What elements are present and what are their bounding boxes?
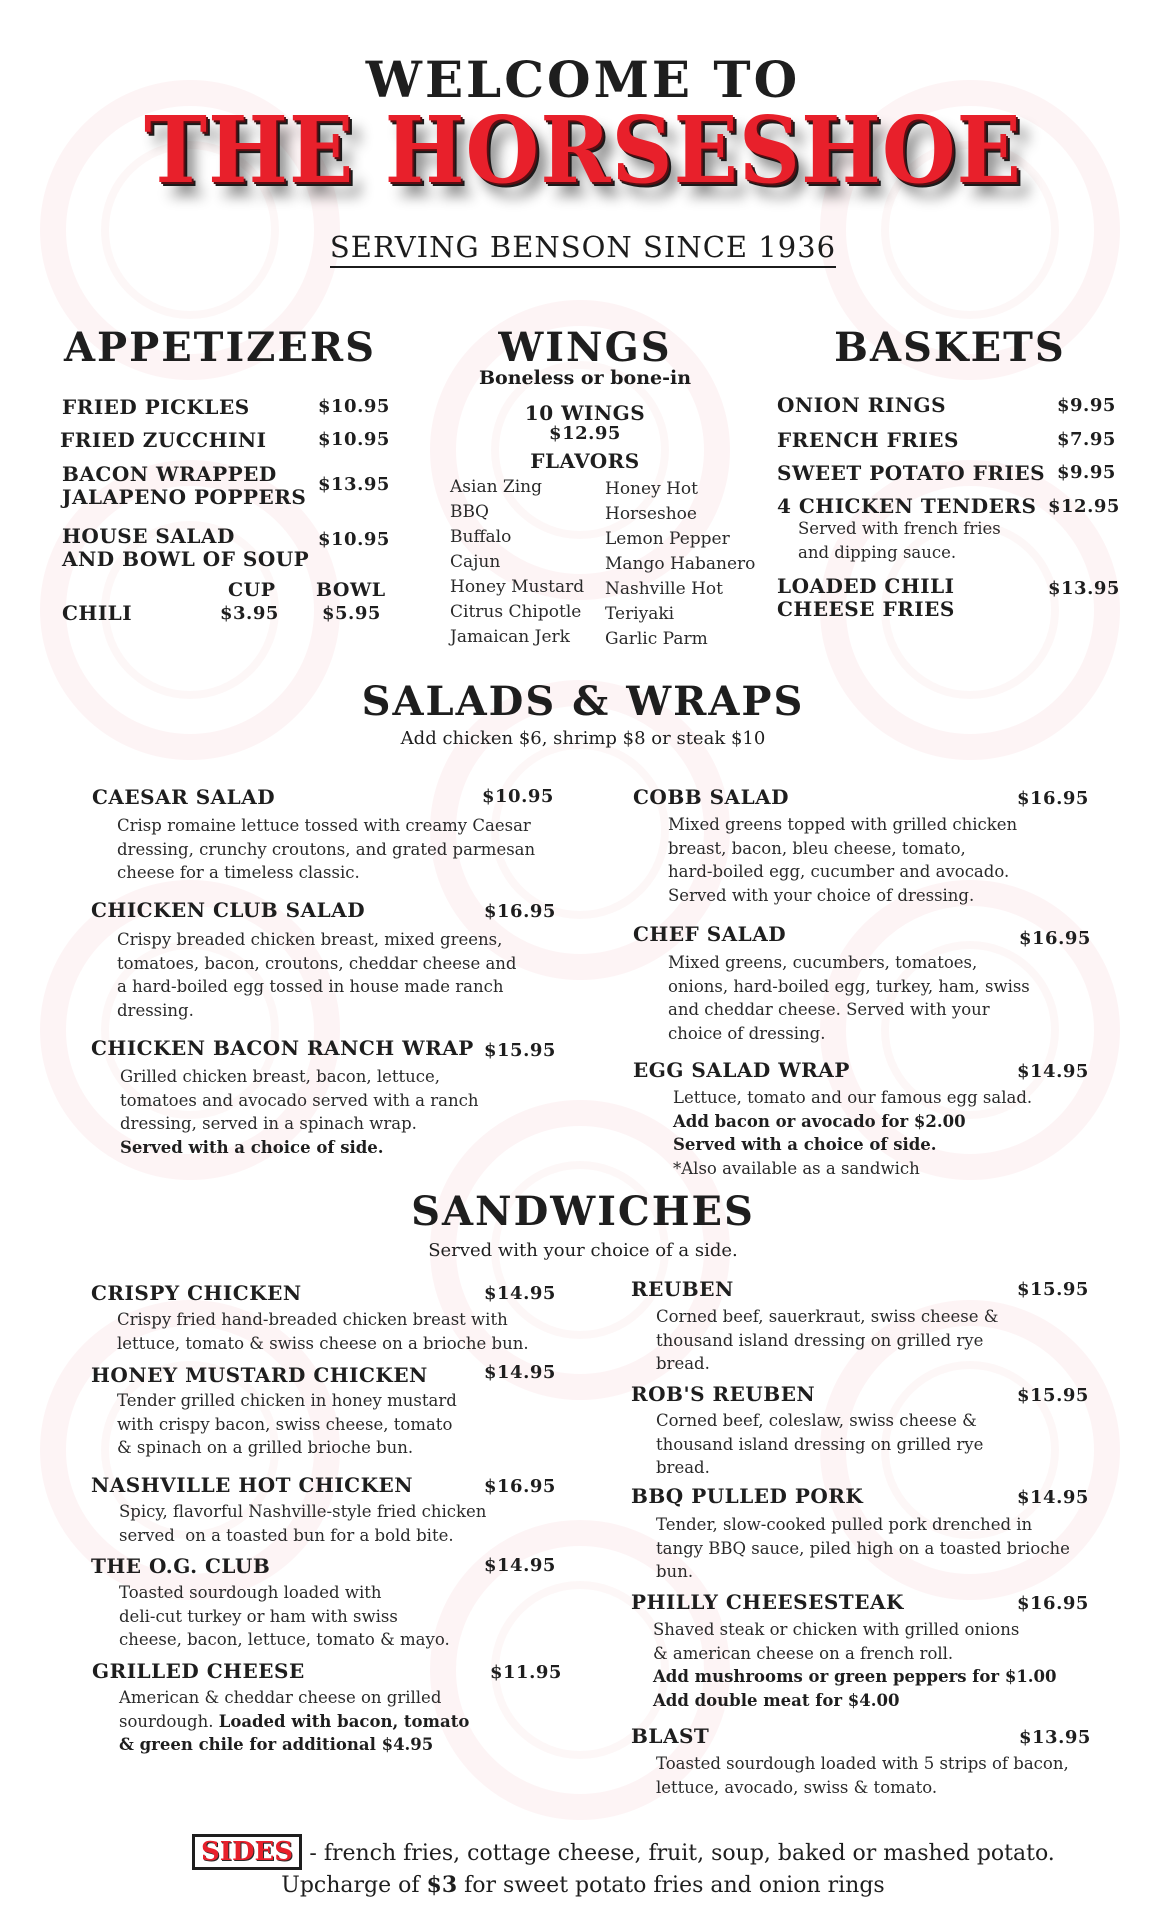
sandwich-desc: Crispy fried hand-breaded chicken breast with lettuce, tomato & swiss cheese on a brioche bun.	[117, 1310, 529, 1353]
sandwich-name: BBQ PULLED PORK	[631, 1484, 864, 1508]
welcome-heading: WELCOME TO	[365, 50, 801, 109]
sandwich-price: $16.95	[1017, 1593, 1089, 1614]
salad-desc: Crisp romaine lettuce tossed with creamy Caesar dressing, crunchy croutons, and grated parmesan cheese for a timeless classic.	[117, 816, 536, 882]
flavor-item: Nashville Hot	[605, 579, 723, 599]
sides-badge: SIDES	[192, 1834, 302, 1870]
sandwich-name: GRILLED CHEESE	[92, 1659, 305, 1683]
sides-line	[192, 1834, 1055, 1870]
sandwich-price: $13.95	[1019, 1727, 1091, 1748]
upcharge-line: Upcharge of $3 for sweet potato fries and onion rings	[281, 1872, 885, 1898]
appetizer-name: FRIED ZUCCHINI	[60, 428, 267, 452]
sandwich-price: $11.95	[490, 1662, 562, 1683]
flavor-item: Teriyaki	[605, 604, 675, 624]
sandwich-name: HONEY MUSTARD CHICKEN	[91, 1363, 428, 1387]
basket-desc: Served with french fries and dipping sauce.	[798, 519, 1001, 562]
appetizer-name: HOUSE SALAD	[62, 524, 235, 548]
wrap-desc: Grilled chicken breast, bacon, lettuce, tomatoes and avocado served with a ranch dressing, served in a spinach wrap. Served with a choice of side.	[120, 1067, 479, 1157]
appetizer-name: BACON WRAPPED	[62, 462, 277, 486]
flavor-item: Mango Habanero	[605, 554, 756, 574]
flavor-item: Citrus Chipotle	[450, 602, 582, 622]
flavor-item: Lemon Pepper	[605, 529, 730, 549]
basket-price: $12.95	[1048, 496, 1120, 517]
wrap-price: $15.95	[484, 1040, 556, 1061]
flavor-item: Horseshoe	[605, 504, 697, 524]
appetizer-name-line2: AND BOWL OF SOUP	[62, 547, 310, 571]
flavors-left-list	[450, 475, 584, 650]
basket-name-line2: CHEESE FRIES	[777, 597, 955, 621]
basket-name: LOADED CHILI	[777, 574, 955, 598]
sandwich-desc: Toasted sourdough loaded with deli-cut turkey or ham with swiss cheese, bacon, lettuce, tomato & mayo.	[119, 1583, 450, 1649]
salads-title: SALADS & WRAPS	[361, 678, 805, 725]
sandwich-price: $16.95	[484, 1476, 556, 1497]
sandwich-desc: Corned beef, coleslaw, swiss cheese & thousand island dressing on grilled rye bread.	[656, 1411, 984, 1477]
salad-desc: Mixed greens topped with grilled chicken breast, bacon, bleu cheese, tomato, hard-boiled egg, cucumber and avocado. Served with your choice of dressing.	[668, 815, 1018, 905]
wrap-desc: Lettuce, tomato and our famous egg salad. Add bacon or avocado for $2.00 Served with a choice of side. *Also available as a sandwich	[673, 1088, 1033, 1178]
appetizer-name: FRIED PICKLES	[62, 395, 250, 419]
since-text: SERVING BENSON SINCE 1936	[330, 230, 836, 268]
salad-name: CHICKEN CLUB SALAD	[91, 898, 366, 922]
chili-name: CHILI	[62, 601, 133, 625]
sides-text: - french fries, cottage cheese, fruit, soup, baked or mashed potato.	[309, 1841, 1055, 1866]
appetizer-price: $13.95	[318, 474, 390, 495]
salad-desc: Mixed greens, cucumbers, tomatoes, onions, hard-boiled egg, turkey, ham, swiss and cheddar cheese. Served with your choice of dressing.	[668, 953, 1030, 1043]
basket-price: $9.95	[1057, 462, 1116, 483]
flavor-item: Buffalo	[450, 527, 512, 547]
sandwich-desc: Corned beef, sauerkraut, swiss cheese & thousand island dressing on grilled rye bread.	[656, 1307, 999, 1373]
appetizers-title: APPETIZERS	[64, 324, 376, 371]
chili-bowl-label: BOWL	[316, 579, 386, 601]
basket-name: 4 CHICKEN TENDERS	[777, 494, 1037, 518]
basket-name: SWEET POTATO FRIES	[777, 461, 1046, 485]
sandwich-price: $14.95	[1017, 1487, 1089, 1508]
salad-name: CAESAR SALAD	[92, 785, 276, 809]
salad-price: $16.95	[1019, 928, 1091, 949]
basket-price: $9.95	[1057, 395, 1116, 416]
salad-price: $10.95	[482, 786, 554, 807]
chili-cup-label: CUP	[228, 579, 276, 601]
flavor-item: Cajun	[450, 552, 501, 572]
sandwich-name: NASHVILLE HOT CHICKEN	[91, 1473, 414, 1497]
flavor-item: Asian Zing	[450, 477, 543, 497]
sandwich-price: $14.95	[484, 1362, 556, 1383]
salad-desc: Crispy breaded chicken breast, mixed greens, tomatoes, bacon, croutons, cheddar cheese and a hard-boiled egg tossed in house made ranch dressing.	[117, 930, 517, 1020]
chili-bowl-price: $5.95	[322, 603, 381, 624]
sandwich-name: ROB'S REUBEN	[631, 1382, 816, 1406]
wings-title: WINGS	[498, 324, 672, 371]
baskets-title: BASKETS	[834, 324, 1066, 371]
sandwich-price: $15.95	[1017, 1385, 1089, 1406]
wings-count: 10 WINGS	[524, 401, 646, 425]
sandwich-price: $15.95	[1017, 1279, 1089, 1300]
sandwich-desc: American & cheddar cheese on grilled sourdough. Loaded with bacon, tomato & green chile for additional $4.95	[119, 1688, 470, 1754]
sandwich-price: $14.95	[484, 1555, 556, 1576]
wrap-name: CHICKEN BACON RANCH WRAP	[91, 1036, 474, 1060]
flavor-item: Jamaican Jerk	[450, 627, 570, 647]
flavor-item: Honey Hot	[605, 479, 698, 499]
basket-price: $7.95	[1057, 429, 1116, 450]
sandwich-name: CRISPY CHICKEN	[91, 1281, 302, 1305]
sandwich-desc: Spicy, flavorful Nashville-style fried chicken served on a toasted bun for a bold bite.	[119, 1502, 487, 1545]
flavor-item: Honey Mustard	[450, 577, 585, 597]
flavors-right-list	[605, 477, 755, 652]
since-tagline	[0, 230, 1166, 264]
wrap-price: $14.95	[1017, 1061, 1089, 1082]
wrap-name: EGG SALAD WRAP	[633, 1058, 850, 1082]
sandwich-desc: Tender, slow-cooked pulled pork drenched in tangy BBQ sauce, piled high on a toasted brioche bun.	[656, 1515, 1070, 1581]
wings-price: $12.95	[549, 423, 621, 444]
basket-price: $13.95	[1048, 578, 1120, 599]
appetizer-price: $10.95	[318, 529, 390, 550]
sandwich-name: THE O.G. CLUB	[91, 1554, 271, 1578]
sandwich-name: REUBEN	[631, 1277, 734, 1301]
sandwiches-subtitle: Served with your choice of a side.	[428, 1240, 738, 1261]
basket-name: FRENCH FRIES	[777, 428, 959, 452]
sandwich-price: $14.95	[484, 1283, 556, 1304]
wings-subtitle: Boneless or bone-in	[478, 367, 692, 389]
flavors-heading: FLAVORS	[530, 449, 640, 473]
sandwich-name: PHILLY CHEESESTEAK	[631, 1590, 904, 1614]
chili-cup-price: $3.95	[220, 603, 279, 624]
appetizer-price: $10.95	[318, 396, 390, 417]
salad-name: COBB SALAD	[633, 785, 789, 809]
salads-subtitle: Add chicken $6, shrimp $8 or steak $10	[400, 728, 766, 749]
sandwiches-title: SANDWICHES	[411, 1188, 755, 1235]
basket-name: ONION RINGS	[777, 393, 947, 417]
brand-title: THE HORSESHOE	[144, 96, 1022, 204]
salad-price: $16.95	[1017, 788, 1089, 809]
salad-price: $16.95	[484, 901, 556, 922]
salad-name: CHEF SALAD	[633, 922, 787, 946]
sandwich-desc: Shaved steak or chicken with grilled onions & american cheese on a french roll. Add mushrooms or green peppers for $1.00 Add double meat for $4.00	[653, 1620, 1057, 1710]
flavor-item: Garlic Parm	[605, 629, 708, 649]
appetizer-name-line2: JALAPENO POPPERS	[62, 485, 307, 509]
sandwich-desc: Toasted sourdough loaded with 5 strips of bacon, lettuce, avocado, swiss & tomato.	[656, 1754, 1069, 1797]
sandwich-desc: Tender grilled chicken in honey mustard with crispy bacon, swiss cheese, tomato & spinach on a grilled brioche bun.	[117, 1391, 457, 1457]
sandwich-name: BLAST	[631, 1724, 710, 1748]
appetizer-price: $10.95	[318, 429, 390, 450]
flavor-item: BBQ	[450, 502, 489, 522]
